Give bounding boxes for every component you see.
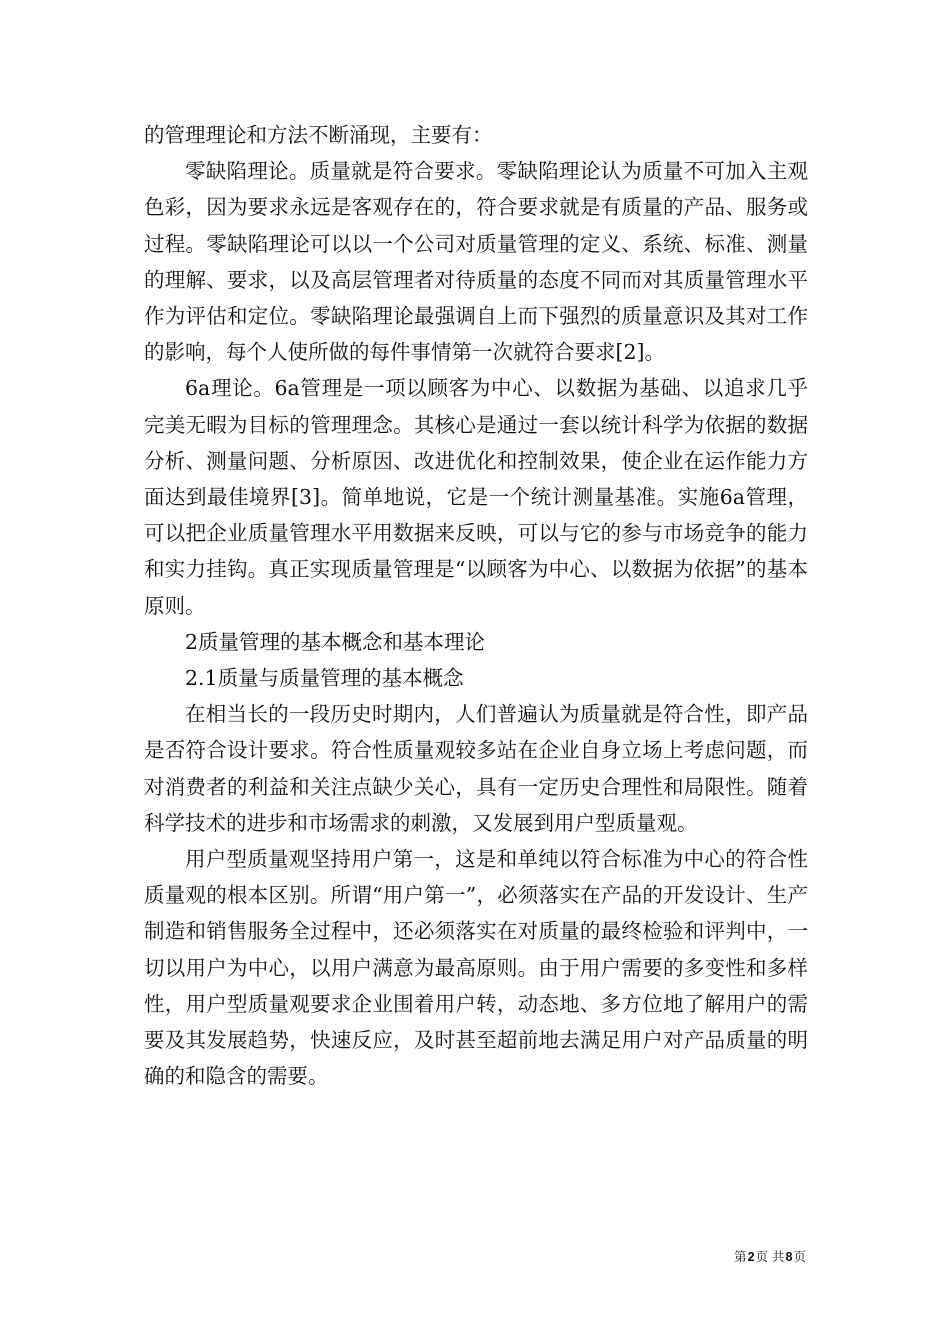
section-heading-2-1: 2.1质量与质量管理的基本概念 [185,666,464,691]
paragraph-6a-theory: 6a理论。6a管理是一项以顾客为中心、以数据为基础、以追求几乎完美无暇为目标的管理理念。其核心是通过一套以统计科学为依据的数据分析、测量问题、分析原因、改进优化和控制效果，使企业在运作能力方面达到最佳境界[3]。简单地说，它是一个统计测量基准。实施6a管理，可以把企业质量管理水平用数据来反映，可以与它的参与市场竞争的能力和实力挂钩。真正实现质量管理是“以顾客为中心、以数据为依据”的基本原则。 [144,376,808,618]
footer-total-pages: 8 [785,1250,793,1264]
document-body [144,117,808,1094]
footer-current-page: 2 [747,1250,755,1264]
footer-prefix: 第 [734,1249,747,1264]
paragraph-zero-defect-theory: 零缺陷理论。质量就是符合要求。零缺陷理论认为质量不可加入主观色彩，因为要求永远是客观存在的，符合要求就是有质量的产品、服务或过程。零缺陷理论可以以一个公司对质量管理的定义、系统、标准、测量的理解、要求，以及高层管理者对待质量的态度不同而对其质量管理水平作为评估和定位。零缺陷理论最强调自上而下强烈的质量意识及其对工作的影响，每个人使所做的每件事情第一次就符合要求[2]。 [144,159,808,365]
paragraph-conformance-quality: 在相当长的一段历史时期内，人们普遍认为质量就是符合性，即产品是否符合设计要求。符合性质量观较多站在企业自身立场上考虑问题，而对消费者的利益和关注点缺少关心，具有一定历史合理性和局限性。随着科学技术的进步和市场需求的刺激，又发展到用户型质量观。 [144,702,808,835]
section-heading-2: 2质量管理的基本概念和基本理论 [185,629,486,654]
footer-suffix: 页 [793,1249,806,1264]
paragraph-user-quality: 用户型质量观坚持用户第一，这是和单纯以符合标准为中心的符合性质量观的根本区别。所谓“用户第一”，必须落实在产品的开发设计、生产制造和销售服务全过程中，还必须落实在对质量的最终检验和评判中，一切以用户为中心，以用户满意为最高原则。由于用户需要的多变性和多样性，用户型质量观要求企业围着用户转，动态地、多方位地了解用户的需要及其发展趋势，快速反应，及时甚至超前地去满足用户对产品质量的明确的和隐含的需要。 [144,847,808,1089]
page-footer [734,1247,806,1265]
footer-middle: 页 共 [755,1249,785,1264]
paragraph-continuation: 的管理理论和方法不断涌现，主要有： [144,123,493,147]
